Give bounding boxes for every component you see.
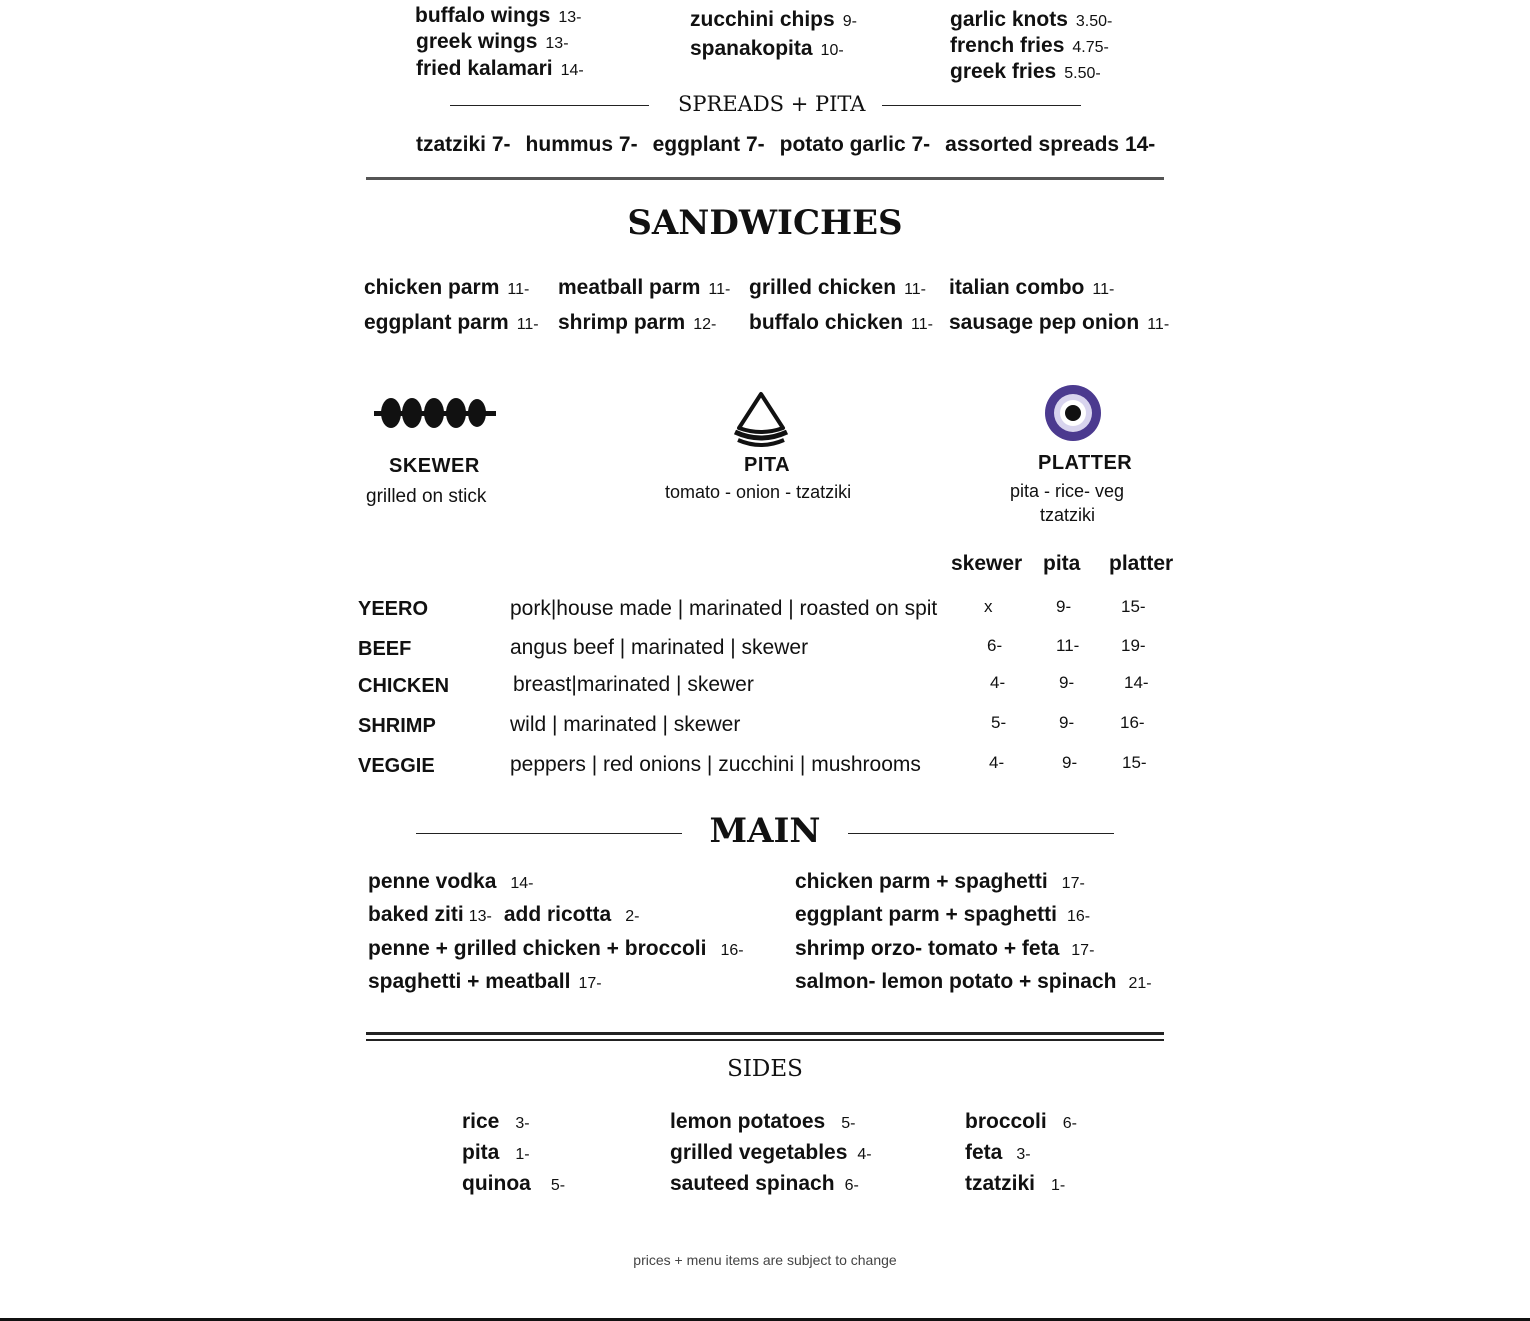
platter-price: 16- (1120, 713, 1145, 732)
menu-item: buffalo chicken 11- (749, 311, 933, 334)
row-desc: peppers | red onions | zucchini | mushrooms (510, 753, 921, 776)
menu-item: italian combo 11- (949, 276, 1115, 299)
row-name: VEGGIE (358, 755, 435, 777)
menu-item: tzatziki 7- (416, 133, 511, 156)
platter-desc-1: pita - rice- veg (1010, 481, 1125, 501)
spreads-list (416, 133, 1155, 157)
row-desc: pork|house made | marinated | roasted on spit (510, 597, 938, 620)
pita-label: PITA (744, 454, 791, 476)
menu-item: chicken parm 11- (364, 276, 530, 299)
row-desc: wild | marinated | skewer (510, 713, 741, 736)
menu-item: rice 3- (462, 1110, 530, 1133)
platter-price: 15- (1121, 597, 1146, 616)
section-divider (366, 1039, 1164, 1041)
menu-item: eggplant parm 11- (364, 311, 539, 334)
footer-note: prices + menu items are subject to change (633, 1252, 897, 1268)
skewer-price: 6- (987, 636, 1003, 655)
menu-item: penne vodka 14- (368, 870, 534, 893)
menu-item: eggplant 7- (652, 133, 765, 156)
pita-price: 11- (1056, 636, 1080, 655)
row-name: YEERO (358, 598, 429, 620)
row-name: CHICKEN (358, 675, 450, 697)
menu-item: french fries 4.75- (950, 34, 1109, 57)
skewer-price: 4- (990, 673, 1006, 692)
menu-item: penne + grilled chicken + broccoli 16- (368, 937, 744, 960)
menu-item: buffalo wings 13- (415, 4, 582, 27)
divider (450, 105, 649, 106)
menu-item: pita 1- (462, 1141, 530, 1164)
pita-desc: tomato - onion - tzatziki (665, 482, 852, 502)
menu-item: garlic knots 3.50- (950, 8, 1113, 31)
main-title: MAIN (709, 811, 821, 851)
column-header: platter (1109, 552, 1174, 575)
menu-item: greek wings 13- (416, 30, 569, 53)
skewer-price: 4- (989, 753, 1005, 772)
skewer-label: SKEWER (389, 455, 480, 477)
spreads-title: SPREADS + PITA (678, 92, 866, 116)
menu-item: sauteed spinach 6- (670, 1172, 859, 1195)
menu-item: baked ziti 13- add ricotta 2- (368, 903, 640, 926)
menu-item: quinoa 5- (462, 1172, 566, 1195)
platter-label: PLATTER (1038, 452, 1133, 474)
menu-item: spaghetti + meatball 17- (368, 970, 602, 993)
menu-item: feta 3- (965, 1141, 1031, 1164)
skewer-desc: grilled on stick (366, 486, 487, 507)
evil-eye-icon (1043, 383, 1103, 443)
menu-item: meatball parm 11- (558, 276, 731, 299)
menu-item: spanakopita 10- (690, 37, 844, 60)
platter-price: 15- (1122, 753, 1147, 772)
menu-item: chicken parm + spaghetti 17- (795, 870, 1085, 893)
pita-icon (731, 390, 791, 448)
menu-item: hummus 7- (525, 133, 638, 156)
menu-item: eggplant parm + spaghetti 16- (795, 903, 1091, 926)
row-name: SHRIMP (358, 715, 436, 737)
pita-price: 9- (1062, 753, 1078, 772)
sandwiches-title: SANDWICHES (627, 203, 903, 243)
pita-price: 9- (1056, 597, 1072, 616)
menu-item: potato garlic 7- (779, 133, 931, 156)
menu-item: shrimp orzo- tomato + feta 17- (795, 937, 1095, 960)
skewer-icon (374, 393, 496, 433)
divider (882, 105, 1081, 106)
menu-item: grilled chicken 11- (749, 276, 926, 299)
platter-desc-2: tzatziki (1040, 505, 1096, 525)
row-desc: breast|marinated | skewer (513, 673, 754, 696)
row-name: BEEF (358, 638, 412, 660)
row-desc: angus beef | marinated | skewer (510, 636, 809, 659)
divider (848, 833, 1114, 834)
skewer-price: 5- (991, 713, 1007, 732)
column-header: skewer (951, 552, 1023, 575)
pita-price: 9- (1059, 713, 1075, 732)
skewer-price: x (984, 597, 993, 616)
menu-item: assorted spreads 14- (945, 133, 1156, 156)
section-divider (366, 1032, 1164, 1035)
platter-price: 19- (1121, 636, 1146, 655)
menu-item: fried kalamari 14- (416, 57, 584, 80)
menu-item: tzatziki 1- (965, 1172, 1066, 1195)
menu-item: broccoli 6- (965, 1110, 1077, 1133)
menu-item: greek fries 5.50- (950, 60, 1101, 83)
sides-title: SIDES (727, 1056, 803, 1082)
column-header: pita (1043, 552, 1081, 575)
menu-item: shrimp parm 12- (558, 311, 717, 334)
menu-item: sausage pep onion 11- (949, 311, 1170, 334)
menu-item: lemon potatoes 5- (670, 1110, 856, 1133)
menu-item: salmon- lemon potato + spinach 21- (795, 970, 1152, 993)
platter-price: 14- (1124, 673, 1149, 692)
menu-item: grilled vegetables 4- (670, 1141, 872, 1164)
section-divider (366, 177, 1164, 180)
menu-item: zucchini chips 9- (690, 8, 857, 31)
pita-price: 9- (1059, 673, 1075, 692)
